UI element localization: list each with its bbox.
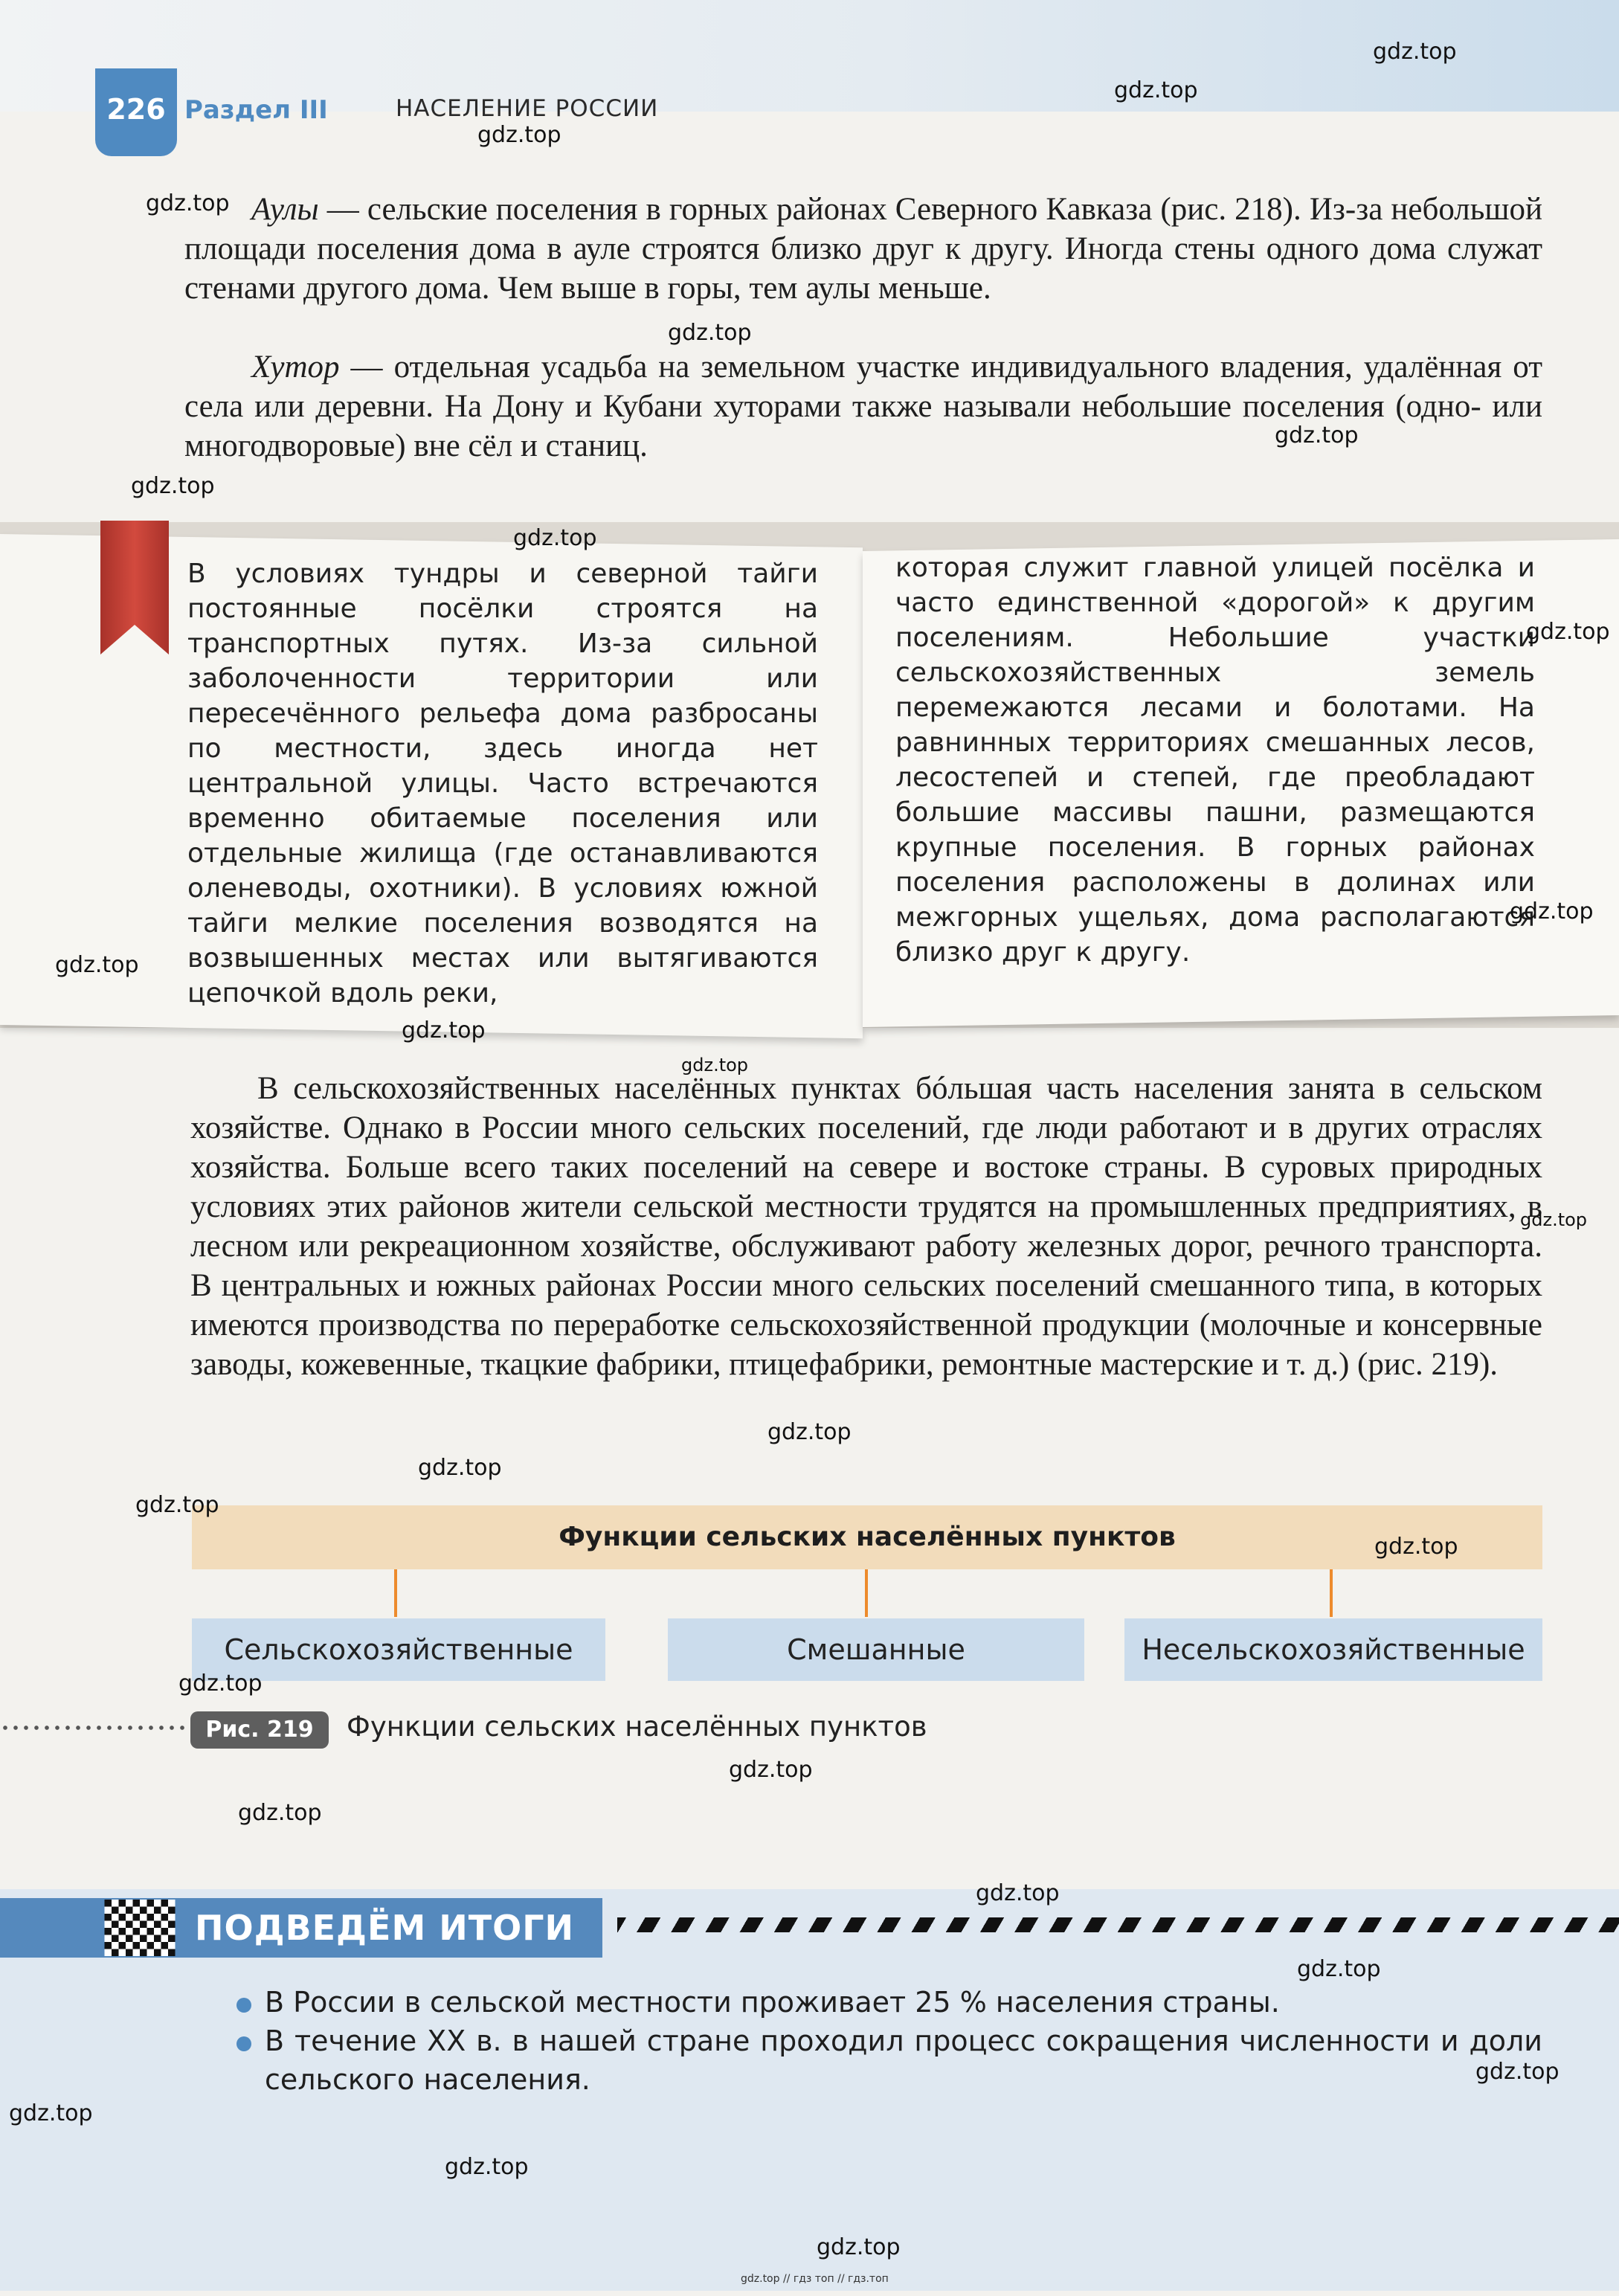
watermark: gdz.top [238,1800,322,1826]
diagram-connector [865,1569,868,1617]
watermark: gdz.top [131,473,215,499]
watermark: gdz.top [445,2154,529,2180]
watermark: gdz.top [9,2100,93,2126]
paragraph-auly-text: — сельские поселения в горных районах Северного Кавказа (рис. 218). Из-за небольшой площади поселения дома в ауле строятся близко друг к другу. Иногда стены одного дома служат стенами другого дома. Чем выше в горы, тем аулы меньше. [184,192,1542,306]
bullet-icon [236,1998,251,2013]
term-khutor: Хутор [251,350,340,385]
watermark: gdz.top [146,190,230,216]
paragraph-main: В сельскохозяйственных населённых пунктах бóльшая часть населения занята в сельском хозяйстве. Однако в России много сельских поселений, где люди работают и в других отраслях хозяйства. Больше всего таких поселений на севере и востоке страны. В суровых природных условиях этих районов жители сельской местности трудятся на промышленных предприятиях, в лесном или рекреационном хозяйстве, обслуживают работу железных дорог, речного транспорта. В центральных и южных районах России много сельских поселений смешанного типа, в которых имеются производства по переработке сельскохозяйственной продукции (молочные и консервные заводы, кожевенные, ткацкие фабрики, птицефабрики, ремонтные мастерские и т. д.) (рис. 219). [190,1071,1542,1382]
diagram-connector [394,1569,397,1617]
bookmark-icon [100,521,169,655]
figure-caption: Функции сельских населённых пунктов [347,1711,927,1743]
bullet-icon [236,2036,251,2051]
diagram-connector [1330,1569,1333,1617]
term-auly: Аулы [251,192,319,227]
watermark: gdz.top [817,2234,901,2260]
watermark: gdz.top [1374,1534,1458,1560]
watermark: gdz.top [1373,39,1457,65]
watermark: gdz.top [55,952,139,978]
summary-title: ПОДВЕДЁМ ИТОГИ [195,1908,575,1948]
watermark: gdz.top [135,1492,219,1518]
watermark: gdz.top [418,1455,502,1481]
caption-dotted-line [0,1726,184,1730]
diagram-box-nonagricultural: Несельскохозяйственные [1124,1618,1542,1681]
watermark: gdz.top [513,525,597,551]
watermark: gdz.top [729,1757,813,1783]
watermark: gdz.top [1526,619,1610,645]
figure-label: Рис. 219 [190,1711,329,1749]
page-number: 226 [95,68,177,156]
summary-dashed-rule [617,1917,1619,1932]
watermark: gdz.top [477,122,561,148]
paragraph-khutor-text: — отдельная усадьба на земельном участке индивидуального владения, удалённая от села или деревни. На Дону и Кубани хуторами также называли небольшие поселения (одно- или многодворовые) вне сёл и станиц. [184,350,1542,463]
summary-item: В России в сельской местности проживает 25 % населения страны. [265,1986,1280,2019]
paragraph-auly [184,190,1542,308]
diagram-box-mixed: Смешанные [668,1618,1084,1681]
watermark: gdz.top [1520,1209,1588,1230]
watermark: gdz.top [767,1419,852,1445]
watermark: gdz.top [668,320,752,346]
summary-item: В течение XX в. в нашей стране проходил процесс сокращения численности и доли сельского населения. [265,2025,1542,2096]
topic-label: НАСЕЛЕНИЕ РОССИИ [396,95,659,122]
watermark: gdz.top [178,1670,263,1697]
checkered-flag-icon [103,1900,177,1956]
callout-right-text: которая служит главной улицей посёлка и часто единственной «дорогой» к другим поселениям. Небольшие участки сельскохозяйственных земель перемежаются лесами и болотами. На равнинных территориях смешанных лесов, лесостепей и степей, где преобладают большие массивы пашни, размещаются крупные поселения. В горных районах поселения расположены в долинах или межгорных ущельях, дома располагаются близко друг к другу. [895,553,1535,968]
watermark: gdz.top [976,1880,1060,1906]
watermark: gdz.top [1297,1956,1381,1982]
watermark: gdz.top [1114,77,1198,103]
watermark: gdz.top [1510,898,1594,924]
diagram-title: Функции сельских населённых пунктов [192,1505,1542,1569]
callout-left-text: В условиях тундры и северной тайги постоянные посёлки строятся на транспортных путях. Из-за сильной заболоченности территории или пересечённого рельефа дома разбросаны по местности, здесь иногда нет центральной улицы. Часто встречаются временно обитаемые поселения или отдельные жилища (где останавливаются оленеводы, охотники). В условиях южной тайги мелкие поселения возводятся на возвышенных местах или вытягиваются цепочкой вдоль реки, [187,559,818,1009]
watermark: gdz.top [681,1055,749,1075]
watermark: gdz.top [1475,2059,1560,2085]
watermark: gdz.top [1275,422,1359,448]
bottom-links[interactable]: gdz.top // гдз топ // гдз.топ [741,2273,889,2285]
diagram-box-agricultural: Сельскохозяйственные [192,1618,605,1681]
section-label: Раздел III [184,95,328,125]
watermark: gdz.top [402,1017,486,1044]
